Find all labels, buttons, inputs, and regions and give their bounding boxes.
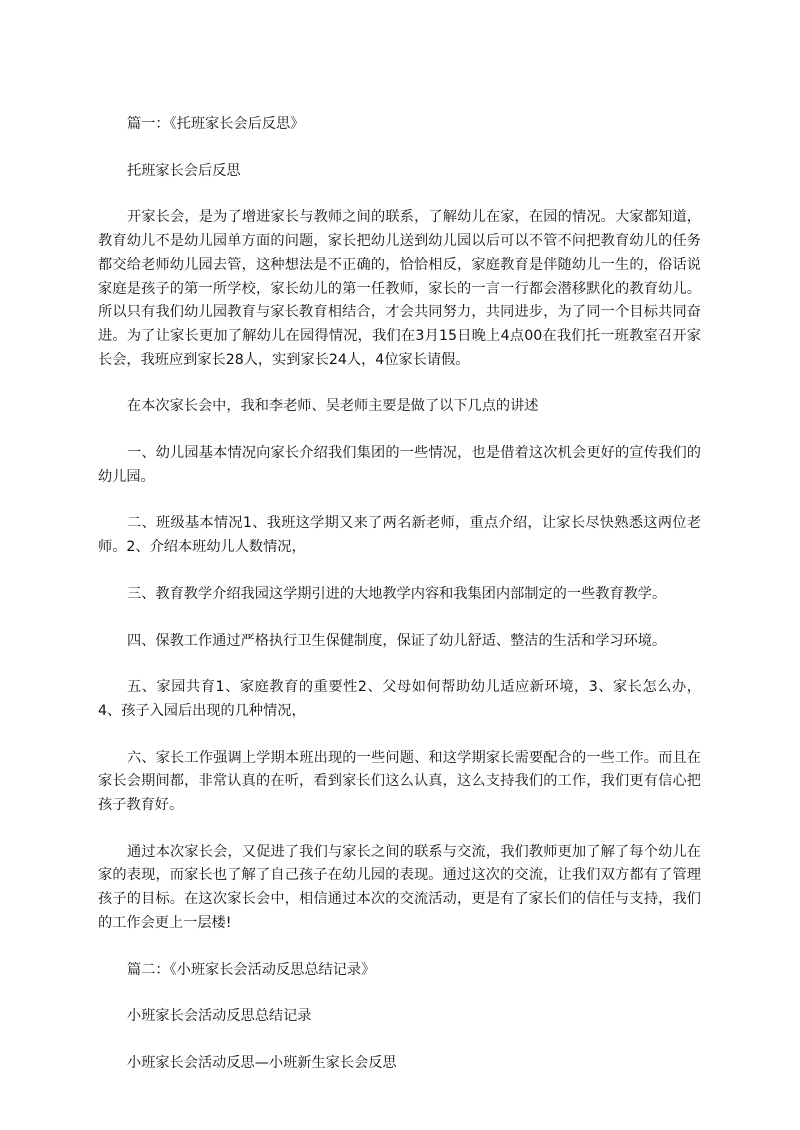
list-item-1: 一、幼儿园基本情况向家长介绍我们集团的一些情况，也是借着这次机会更好的宣传我们的幼儿园。 bbox=[98, 445, 701, 485]
list-item-5: 五、家园共育1、家庭教育的重要性2、父母如何帮助幼儿适应新环境，3、家长怎么办，4、孩子入园后出现的几种情况， bbox=[98, 679, 701, 719]
paragraph-overview: 在本次家长会中，我和李老师、吴老师主要是做了以下几点的讲述 bbox=[127, 398, 539, 415]
paragraph-conclusion: 通过本次家长会，又促进了我们与家长之间的联系与交流，我们教师更加了解了每个幼儿在家的表现，而家长也了解了自己孩子在幼儿园的表现。通过这次的交流，让我们双方都有了管理孩子的目标。在这次家长会中，相信通过本次的交流活动，更是有了家长们的信任与支持，我们的工作会更上一层楼! bbox=[98, 843, 701, 931]
section-heading-1: 篇一：《托班家长会后反思》 bbox=[127, 116, 305, 132]
subsection-title-2: 小班家长会活动反思总结记录 bbox=[127, 1008, 312, 1025]
subsection-title-1: 托班家长会后反思 bbox=[127, 162, 241, 179]
list-item-2: 二、班级基本情况1、我班这学期又来了两名新老师，重点介绍，让家长尽快熟悉这两位老师。2、介绍本班幼儿人数情况， bbox=[98, 515, 701, 556]
document-body bbox=[98, 113, 701, 1099]
section-heading-2: 篇二：《小班家长会活动反思总结记录》 bbox=[127, 961, 376, 978]
list-item-4: 四、保教工作通过严格执行卫生保健制度，保证了幼儿舒适、整洁的生活和学习环境。 bbox=[127, 632, 667, 649]
list-item-3: 三、教育教学介绍我园这学期引进的大地教学内容和我集团内部制定的一些教育教学。 bbox=[127, 585, 667, 602]
paragraph-intro: 开家长会，是为了增进家长与教师之间的联系，了解幼儿在家，在园的情况。大家都知道，教育幼儿不是幼儿园单方面的问题，家长把幼儿送到幼儿园以后可以不管不问把教育幼儿的任务都交给老师幼儿园去管，这种想法是不正确的，恰恰相反，家庭教育是伴随幼儿一生的，俗话说家庭是孩子的第一所学校，家长幼儿的第一任教师，家长的一言一行都会潜移默化的教育幼儿。所以只有我们幼儿园教育与家长教育相结合，才会共同努力，共同进步，为了同一个目标共同奋进。为了让家长更加了解幼儿在园得情况，我们在3月15日晚上4点00在我们托一班教室召开家长会，我班应到家长28人，实到家长24人，4位家长请假。 bbox=[98, 209, 701, 368]
subsection-title-3: 小班家长会活动反思—小班新生家长会反思 bbox=[127, 1054, 397, 1071]
list-item-6: 六、家长工作强调上学期本班出现的一些问题、和这学期家长需要配合的一些工作。而且在家长会期间都，非常认真的在听，看到家长们这么认真，这么支持我们的工作，我们更有信心把孩子教育好。 bbox=[98, 749, 701, 814]
